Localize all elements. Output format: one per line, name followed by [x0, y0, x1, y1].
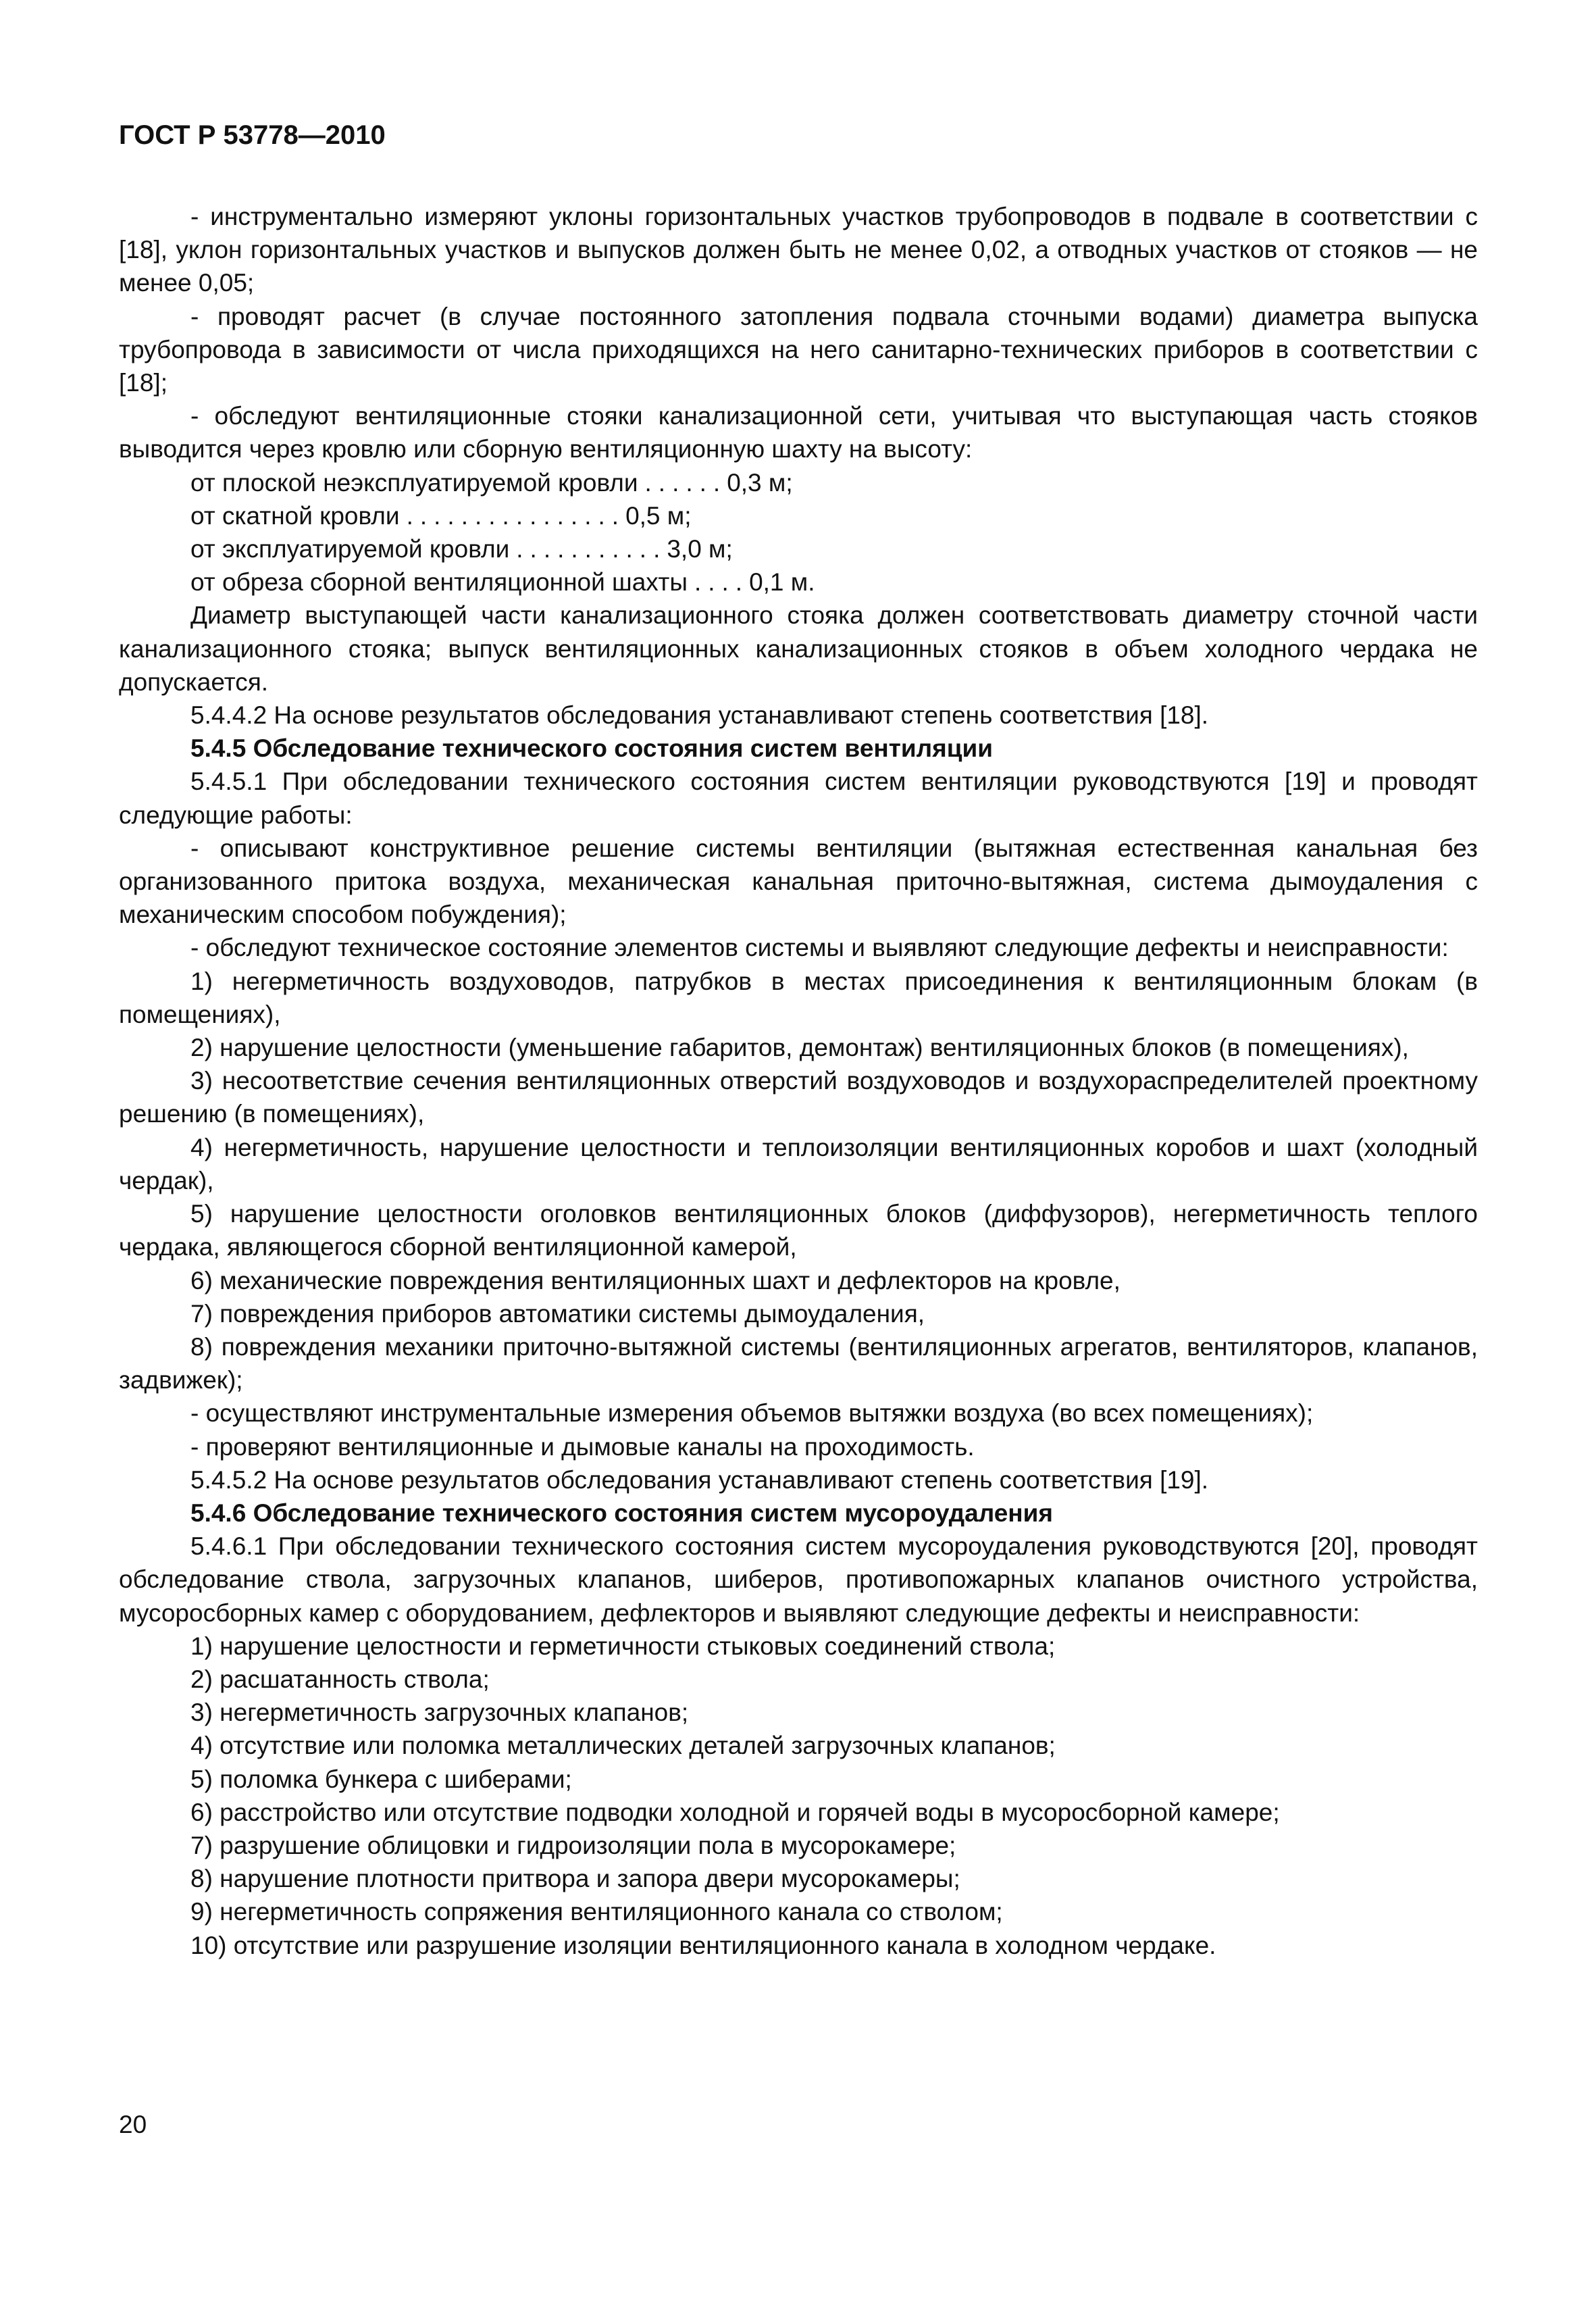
height-value: 0,3 м; [727, 468, 793, 497]
height-row [190, 532, 1478, 565]
leader-dots: ................ [406, 501, 626, 530]
section-heading: 5.4.6 Обследование технического состояния систем мусороудаления [190, 1499, 1053, 1527]
height-label: от плоской неэксплуатируемой кровли [190, 468, 638, 497]
paragraph: - осуществляют инструментальные измерения объемов вытяжки воздуха (во всех помещениях); [190, 1399, 1314, 1428]
height-label: от эксплуатируемой кровли [190, 535, 510, 563]
heights-list [119, 466, 1478, 599]
paragraph: 10) отсутствие или разрушение изоляции вентиляционного канала в холодном чердаке. [190, 1931, 1216, 1959]
paragraph: 5.4.5.2 На основе результатов обследования устанавливают степень соответствия [19]. [190, 1465, 1209, 1494]
paragraph: 8) повреждения механики приточно-вытяжной системы (вентиляционных агрегатов, вентиляторов, клапанов, задвижек); [119, 1332, 1478, 1394]
paragraph: - проводят расчет (в случае постоянного затопления подвала сточными водами) диаметра выпуска трубопровода в зависимости от числа приходящихся на него санитарно-технических приборов в соответствии с [18]; [119, 302, 1478, 397]
paragraph: 5.4.6.1 При обследовании технического состояния систем мусороудаления руководствуются [20], проводят обследование ствола, загрузочных клапанов, шиберов, противопожарных клапанов очистного устройства, мусоросборных камер с оборудованием, дефлекторов и выявляют следующие дефекты и неисправности: [119, 1532, 1478, 1627]
paragraph: 6) расстройство или отсутствие подводки холодной и горячей воды в мусоросборной камере; [190, 1798, 1280, 1826]
leader-dots: .... [694, 568, 750, 597]
paragraph: Диаметр выступающей части канализационного стояка должен соответствовать диаметру сточной части канализационного стояка; выпуск вентиляционных канализационных стояков в объем холодного чердака не допускается. [119, 601, 1478, 696]
height-value: 0,1 м. [749, 568, 815, 597]
paragraph: 2) расшатанность ствола; [190, 1665, 490, 1693]
paragraph: - обследуют техническое состояние элементов системы и выявляют следующие дефекты и неисправности: [190, 934, 1449, 962]
paragraph: 5) поломка бункера с шиберами; [190, 1765, 572, 1793]
main-paragraphs [119, 599, 1478, 1961]
section-heading: 5.4.5 Обследование технического состояния систем вентиляции [190, 734, 993, 763]
height-row [190, 466, 1478, 499]
paragraph: - инструментально измеряют уклоны горизонтальных участков трубопроводов в подвале в соответствии с [18], уклон горизонтальных участков и выпусков должен быть не менее 0,02, а отводных участков от стояков — не менее 0,05; [119, 203, 1478, 297]
paragraph: 5.4.4.2 На основе результатов обследования устанавливают степень соответствия [18]. [190, 701, 1209, 730]
document-code: ГОСТ Р 53778—2010 [119, 120, 386, 150]
height-value: 3,0 м; [667, 535, 733, 563]
paragraph: 5.4.5.1 При обследовании технического состояния систем вентиляции руководствуются [19] и проводят следующие работы: [119, 768, 1478, 829]
page-number: 20 [119, 2111, 147, 2138]
paragraph: 3) несоответствие сечения вентиляционных отверстий воздуховодов и воздухораспределителей проектному решению (в помещениях), [119, 1067, 1478, 1128]
paragraph: 4) негерметичность, нарушение целостности и теплоизоляции вентиляционных коробов и шахт (холодный чердак), [119, 1133, 1478, 1194]
height-label: от обреза сборной вентиляционной шахты [190, 568, 688, 597]
paragraph: 5) нарушение целостности оголовков вентиляционных блоков (диффузоров), негерметичность теплого чердака, являющегося сборной вентиляционной камерой, [119, 1200, 1478, 1261]
height-value: 0,5 м; [625, 501, 692, 530]
leader-dots: ...... [644, 468, 727, 497]
leader-dots: ........... [516, 535, 667, 563]
height-row [190, 499, 1478, 532]
paragraph: 3) негерметичность загрузочных клапанов; [190, 1699, 689, 1727]
paragraph: - описывают конструктивное решение системы вентиляции (вытяжная естественная канальная без организованного притока воздуха, механическая канальная приточно-вытяжная, система дымоудаления с механическим способом побуждения); [119, 834, 1478, 929]
paragraph: 9) негерметичность сопряжения вентиляционного канала со стволом; [190, 1898, 1003, 1926]
height-label: от скатной кровли [190, 501, 400, 530]
paragraph: - обследуют вентиляционные стояки канализационной сети, учитывая что выступающая часть стояков выводится через кровлю или сборную вентиляционную шахту на высоту: [119, 402, 1478, 463]
paragraph: 4) отсутствие или поломка металлических деталей загрузочных клапанов; [190, 1732, 1056, 1760]
page-content [119, 200, 1478, 1962]
paragraph: 1) нарушение целостности и герметичности стыковых соединений ствола; [190, 1632, 1056, 1660]
paragraph: 8) нарушение плотности притвора и запора двери мусорокамеры; [190, 1865, 960, 1893]
paragraph: 7) повреждения приборов автоматики системы дымоудаления, [190, 1299, 925, 1328]
height-row [190, 565, 1478, 599]
top-paragraphs [119, 200, 1478, 466]
paragraph: - проверяют вентиляционные и дымовые каналы на проходимость. [190, 1432, 975, 1461]
paragraph: 6) механические повреждения вентиляционных шахт и дефлекторов на кровле, [190, 1266, 1121, 1294]
paragraph: 1) негерметичность воздуховодов, патрубков в местах присоединения к вентиляционным блокам (в помещениях), [119, 967, 1478, 1028]
paragraph: 2) нарушение целостности (уменьшение габаритов, демонтаж) вентиляционных блоков (в помещениях), [190, 1034, 1409, 1062]
paragraph: 7) разрушение облицовки и гидроизоляции пола в мусорокамере; [190, 1831, 956, 1859]
